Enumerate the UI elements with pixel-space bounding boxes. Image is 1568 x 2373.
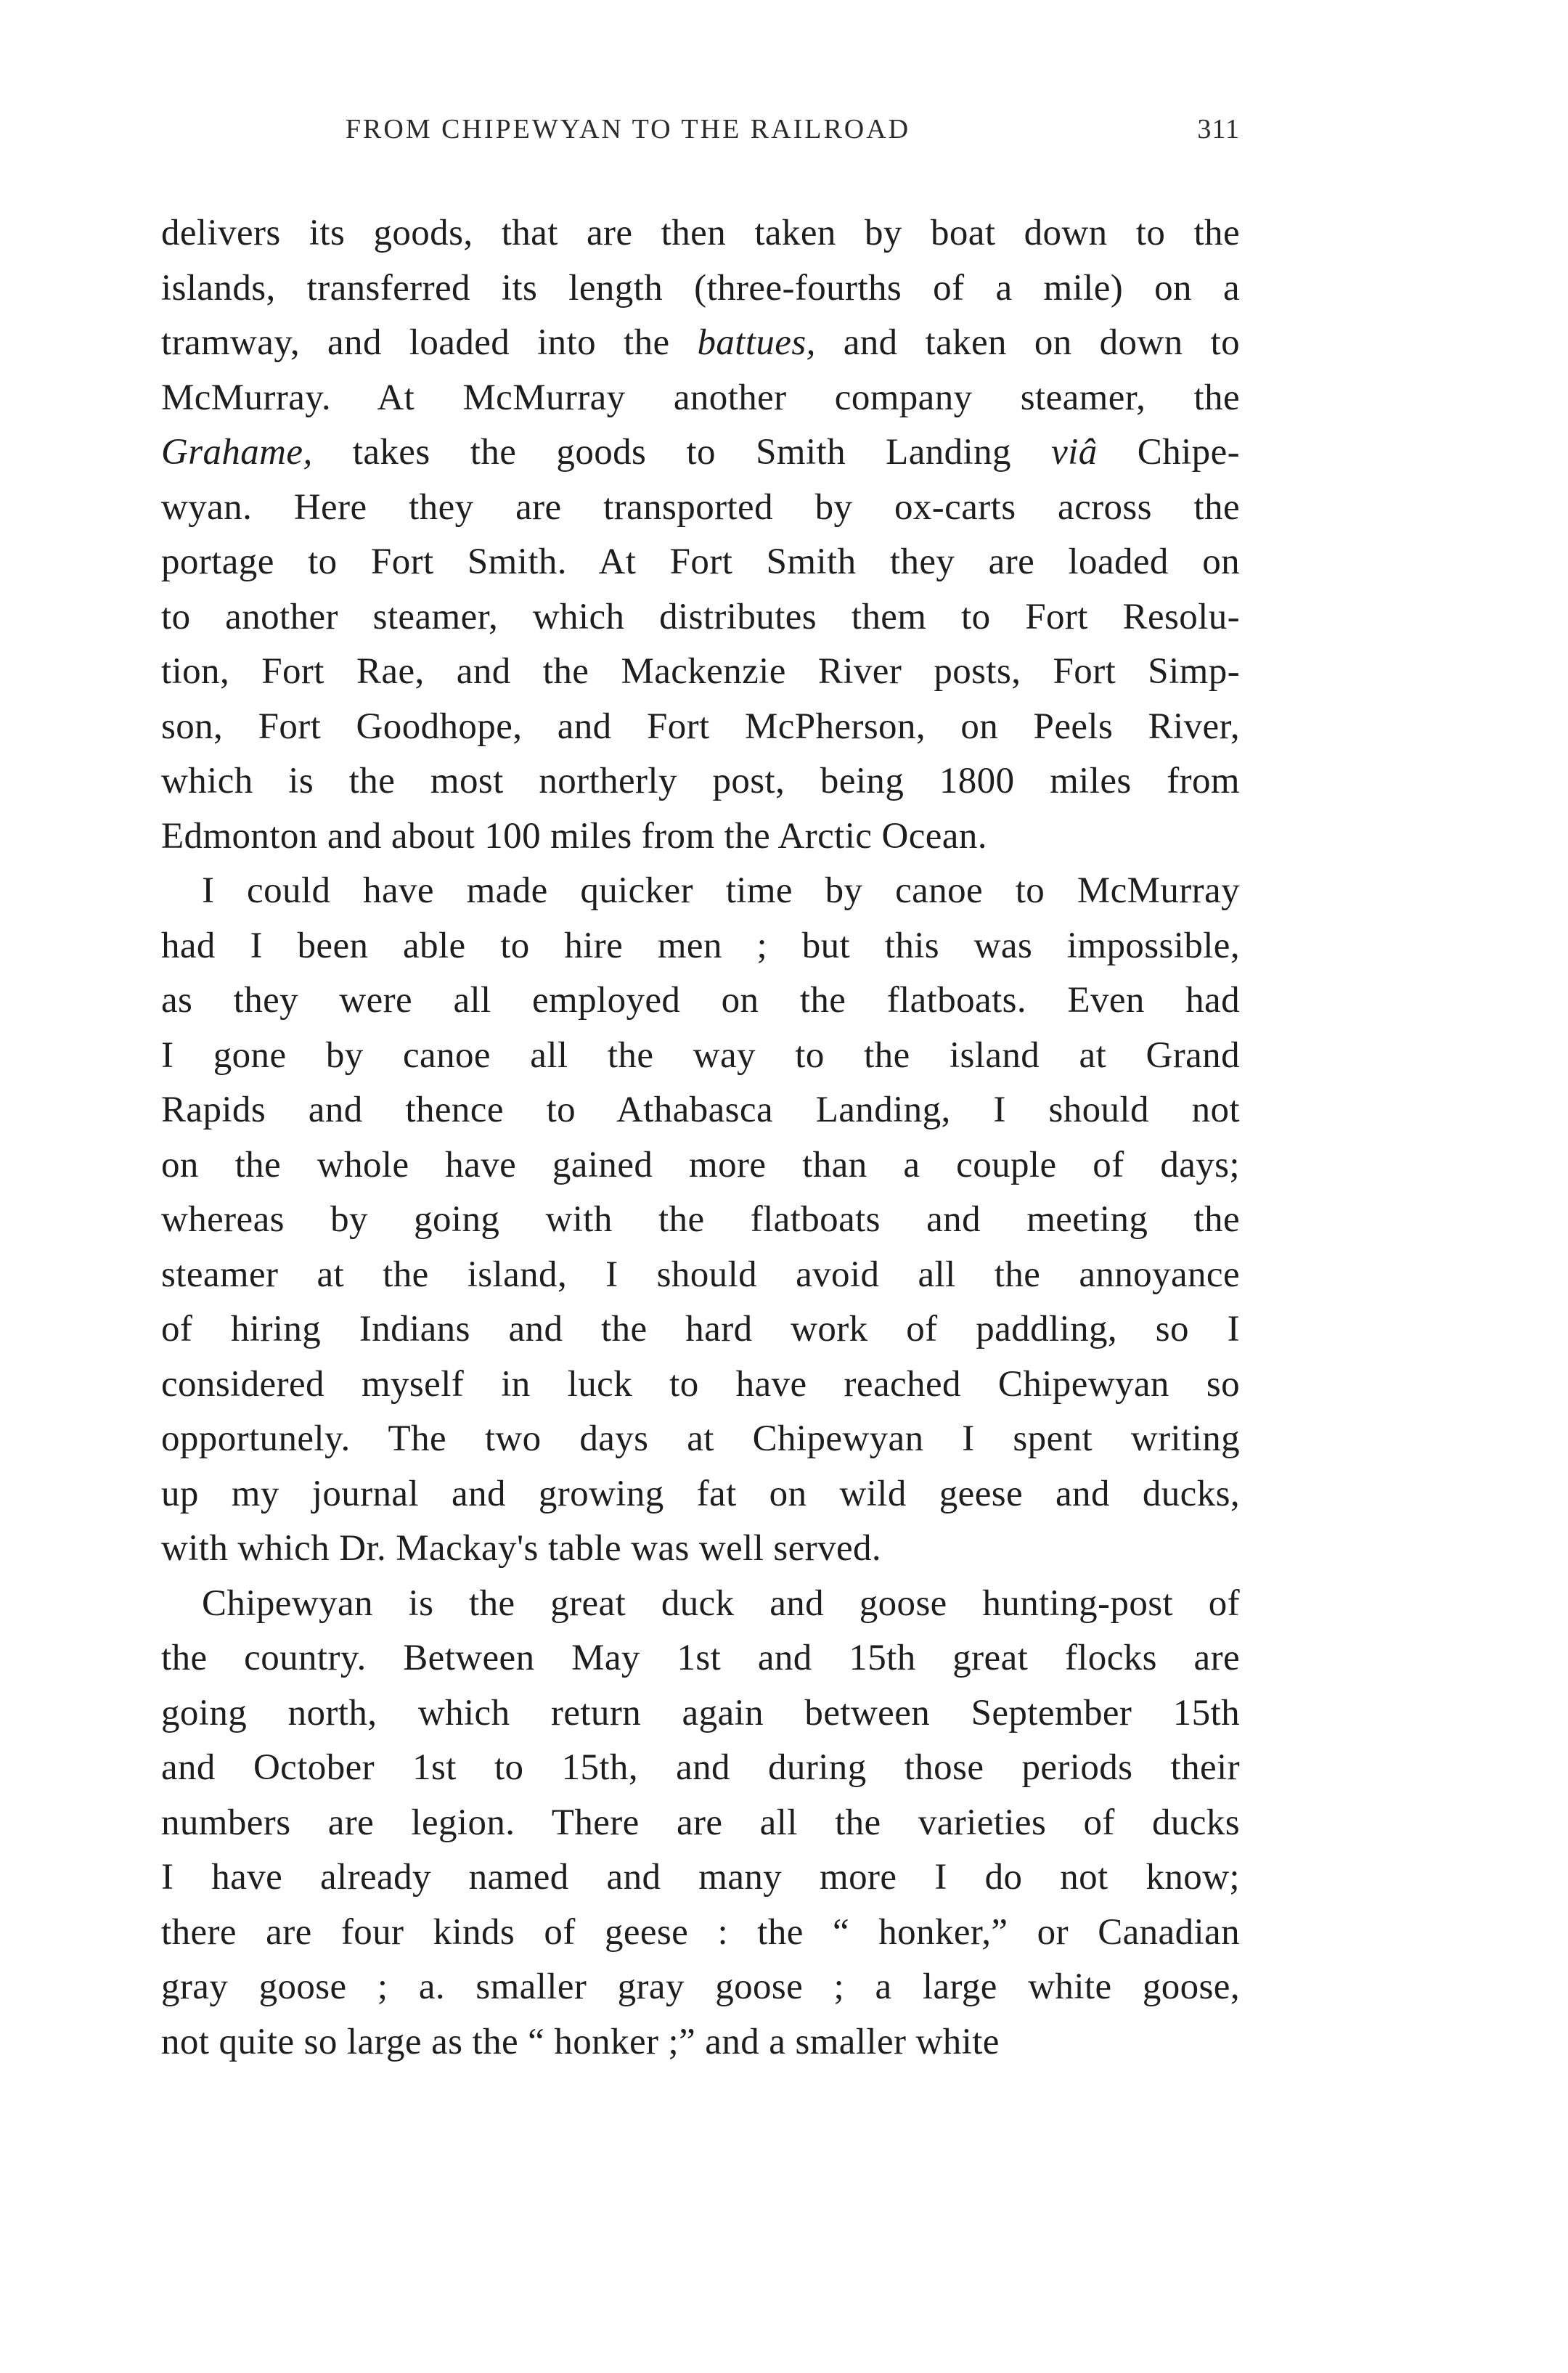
text-line [161, 1138, 1240, 1193]
text-line [161, 645, 1240, 700]
text-segment: which is the most northerly post, being 1800 miles from [161, 761, 1240, 801]
text-segment: tramway, and loaded into the [161, 322, 698, 363]
page-number: 311 [1197, 114, 1240, 144]
text-line [161, 1796, 1240, 1851]
paragraph [161, 864, 1240, 1577]
text-line [161, 590, 1240, 645]
text-segment: takes the goods to Smith Landing [312, 432, 1052, 473]
text-segment: considered myself in luck to have reached Chipewyan so [161, 1363, 1240, 1405]
text-line [161, 535, 1240, 590]
text-segment: islands, transferred its length (three-fourths of a mile) on a [161, 267, 1240, 309]
paragraph [161, 206, 1240, 864]
text-line [161, 1906, 1240, 1961]
text-segment: delivers its goods, that are then taken by boat down to the [161, 213, 1240, 253]
text-line [161, 261, 1240, 316]
text-segment: McMurray. At McMurray another company steamer, the [161, 377, 1240, 418]
text-line [161, 1467, 1240, 1522]
text-line [161, 1357, 1240, 1413]
text-segment: there are four kinds of geese : the “ honker,” or Canadian [161, 1911, 1240, 1953]
text-line [161, 481, 1240, 536]
text-segment: I have already named and many more I do not know; [161, 1857, 1240, 1898]
text-line [161, 919, 1240, 974]
italic-text: battues, [697, 322, 816, 363]
text-segment: on the whole have gained more than a couple of days; [161, 1144, 1240, 1185]
text-segment: had I been able to hire men ; but this was impossible, [161, 925, 1240, 966]
text-line [161, 1302, 1240, 1357]
text-segment: and October 1st to 15th, and during those periods their [161, 1747, 1240, 1788]
text-line [161, 1083, 1240, 1138]
text-segment: son, Fort Goodhope, and Fort McPherson, on Peels River, [161, 706, 1240, 747]
text-line [161, 1029, 1240, 1084]
text-segment: and taken on down to [815, 322, 1241, 363]
running-title: FROM CHIPEWYAN TO THE RAILROAD [345, 114, 911, 144]
italic-text: Grahame, [161, 432, 313, 473]
text-segment: I gone by canoe all the way to the island at Grand [161, 1034, 1240, 1076]
text-line [161, 1522, 1240, 1577]
body-text [161, 206, 1240, 2070]
text-segment: whereas by going with the flatboats and meeting the [161, 1199, 1240, 1240]
text-segment: tion, Fort Rae, and the Mackenzie River posts, Fort Simp- [161, 651, 1240, 692]
text-line [161, 425, 1240, 481]
text-segment: not quite so large as the “ honker ;” and a smaller white [161, 2021, 1000, 2062]
text-segment: Chipewyan is the great duck and goose hunting-post of [202, 1582, 1240, 1624]
text-segment: as they were all employed on the flatboats. Even had [161, 980, 1240, 1021]
text-line [161, 1960, 1240, 2015]
text-line [161, 864, 1240, 919]
text-line [161, 1412, 1240, 1467]
text-line [161, 1686, 1240, 1741]
text-segment: to another steamer, which distributes them to Fort Resolu- [161, 596, 1240, 637]
text-line [161, 1850, 1240, 1906]
text-segment: gray goose ; a. smaller gray goose ; a large white goose, [161, 1966, 1240, 2007]
text-line [161, 973, 1240, 1029]
text-line [161, 1248, 1240, 1303]
text-segment: I could have made quicker time by canoe to McMurray [202, 870, 1240, 911]
italic-text: viâ [1051, 432, 1098, 473]
text-segment: portage to Fort Smith. At Fort Smith they are loaded on [161, 542, 1240, 582]
text-line [161, 700, 1240, 755]
text-line [161, 371, 1240, 426]
text-segment: opportunely. The two days at Chipewyan I spent writing [161, 1418, 1240, 1459]
text-segment: Chipe- [1097, 432, 1240, 473]
text-segment: wyan. Here they are transported by ox-carts across the [161, 486, 1240, 528]
text-line [161, 1193, 1240, 1248]
text-segment: up my journal and growing fat on wild geese and ducks, [161, 1473, 1240, 1514]
text-segment: of hiring Indians and the hard work of paddling, so I [161, 1309, 1240, 1349]
running-head [161, 113, 1240, 157]
text-segment: going north, which return again between September 15th [161, 1692, 1240, 1733]
text-segment: the country. Between May 1st and 15th great flocks are [161, 1638, 1240, 1678]
paragraph [161, 1577, 1240, 2070]
text-segment: numbers are legion. There are all the varieties of ducks [161, 1802, 1240, 1843]
text-line [161, 206, 1240, 261]
text-line [161, 809, 1240, 865]
text-segment: steamer at the island, I should avoid all the annoyance [161, 1254, 1240, 1295]
text-segment: with which Dr. Mackay's table was well served. [161, 1528, 882, 1569]
text-segment: Rapids and thence to Athabasca Landing, I should not [161, 1090, 1240, 1130]
text-line [161, 1577, 1240, 1632]
text-segment: Edmonton and about 100 miles from the Arctic Ocean. [161, 815, 987, 857]
text-line [161, 316, 1240, 371]
text-line [161, 2015, 1240, 2070]
text-line [161, 1631, 1240, 1686]
text-line [161, 754, 1240, 809]
text-line [161, 1741, 1240, 1796]
